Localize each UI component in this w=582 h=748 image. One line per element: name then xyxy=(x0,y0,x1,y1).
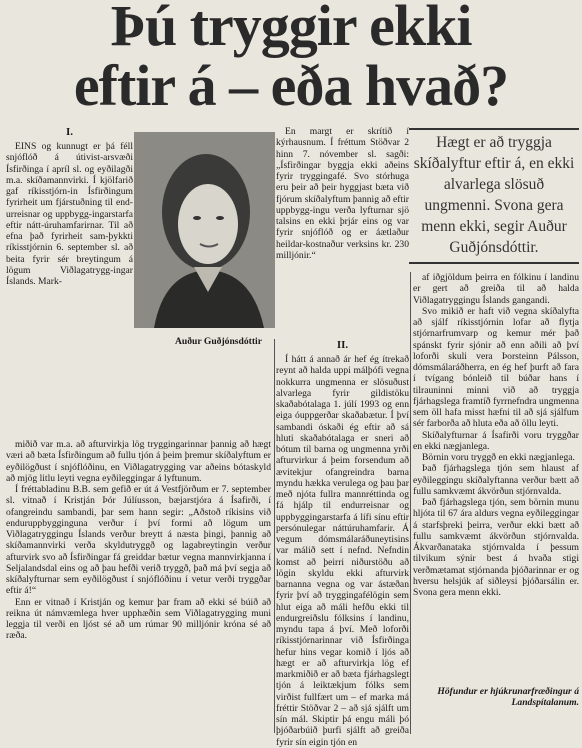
author-byline: Höfundur er hjúkrunarfræðingur á Landspítalanum. xyxy=(437,686,579,709)
article-paragraph: En margt er skrítið í kýrhausnum. Í fréttum Stöðvar 2 hinn 7. nóvember sl. sagði: „Ísfirðingar byggja ekki aðeins fyrir tryggingafé. Svo stórhuga eru þeir að þeir hyggjast bæta við fjórum skíðalyftum þannig að eftir uppbygg-ingu verða lyfturnar sjö talsins en ekki þrjár eins og var fyrir snjóflóð og er áætlaður heildar-kostnaður verksins kr. 230 milljónir.“ xyxy=(276,126,409,261)
article-paragraph: Það fjárhagslega tjón, sem börnin munu hljóta til 67 ára aldurs vegna eyðileggingar á starfsþreki þeirra, verður ekki bætt að fullu samkvæmt ákvörðun stjórnvalda. Ákvarðanataka stjórnvalda í þessum tilvikum sýnir best á hvaða stigi verðmætamat stjórnanda þjóðarinnar er og hversu helsjúk af siðleysi þjóðarsálin er. Svona gera menn ekki. xyxy=(413,497,579,598)
article-paragraph: Börnin voru tryggð en ekki nægjanlega. xyxy=(422,452,575,463)
article-paragraph: Í fréttabladinu B.B. sem gefið er út á Vestfjörðum er 7. september sl. vitnað í Kristján Þór Júlíusson, bæjarstjóra á Ísafirði, í ofangreindu sambandi, þar sem hann segir: „Aðstoð ríkisins við enduruppbygginguna verður í því formi að lögum um Viðlagatryggingu Íslands verður breytt á næsta þingi, þannig að skíðamannvirki verða skyldutryggð og lagabreytingin verður afturvirk svo að Ísfirðingar fá greiddar bætur vegna mannvirkjanna í Seljalandsdal eins og að þau hefði verið tryggð, það má því segja að skíðalyfturnar sem eyðilögðust í snjóflóðinu í vetur verði tryggðar eftir á!“ xyxy=(6,484,271,597)
column-divider xyxy=(410,272,411,734)
section-heading-2: II. xyxy=(336,339,349,351)
article-paragraph: miðið var m.a. að afturvirkja lög tryggingarinnar þannig að hægt væri að bæta Ísfirðingum að fullu tjón á þeim þremur skíðalyftum er eyðilögðust í snjóflóðinu, en Viðlagatrygging var aðeins bótaskyld að mjög litlu leyti vegna eyðileggingar á lyftunum. xyxy=(6,439,271,484)
section-heading-1: I. xyxy=(65,126,74,138)
portrait-image xyxy=(134,132,275,328)
author-photo xyxy=(134,132,275,328)
article-column-3 xyxy=(276,126,409,261)
photo-caption: Auður Guðjónsdóttir xyxy=(175,336,262,347)
pull-quote: Hægt er að tryggja skíðalyftur eftir á, en ekki alvarlega slösuð ungmenni. Svona gera menn ekki, segir Auður Guðjónsdóttir. xyxy=(409,128,579,264)
article-paragraph: Enn er vitnað í Kristján og kemur þar fram að ekki sé búið að reikna út námvæmlega hver upphæðin sem Viðlagatrygging muni leggja til verði en ljóst sé að um rúmar 90 milljónir króna sé að ræða. xyxy=(6,596,271,642)
article-paragraph: Svo mikið er haft við vegna skíðalyfta að sjálf ríkisstjórnin lofar að flytja stjórnarfrumvarp og kemur mér það spánskt fyrir sjónir að enn aðili að því loforði skuli vera Þorsteinn Pálsson, dómsmálaráðherra, en ég hef þurft að fara í tvígang bónleið til búðar hans í tilrauninni minni við að tryggja fjárhagslega framtíð fyrrnefndra ungmenna sem öll hafa misst hæfni til að sjá sjálfum sér farborða að hluta eða að öllu leyti. xyxy=(413,305,579,430)
article-column-3-continued xyxy=(276,339,409,748)
article-paragraph: Í hátt á annað ár hef ég ítrekað reynt að halda uppi málþófi vegna nokkurra ungmenna er slösuðust alvarlega fyrir gildistöku skaðabótalaga 1. júlí 1993 og enn eiga óuppgerðar skaðabætur. Í því sambandi óskaði ég eftir að sá hluti skaðabótalaga er sneri að bótum til barna og ungmenna yrði afturvirkur á þeim forsendum að ævitekjur ofangreindra barna myndu hækka verulega og þau þar með njóta fullra mannréttinda og fá hjálp til endurreisnar og uppbyggingarstarfa á lífi sínu eftir persónulegar náttúruhamfarir. Á vegum dómsmálaráðuneytisins var málið sett í nefnd. Nefndin komst að þeirri niðurstöðu að lögin skyldu ekki afturvirk barnanna vegna og var ástæðan fyrir því að tryggingafélögin sem hlut eiga að máli hefðu ekki til endurgreiðslu fólksins í landinu, myndu tapa á því. Með loforði ríkisstjórnarinnar við Ísfirðinga hefur hins vegar komið í ljós að hægt er að afturvirkja lög ef markmiðið er að bæta fjárhagslegt tjón á leiktækjum fólks sem virðist fullfært um – ef marka má fréttir Stöðvar 2 – að sjá sjálft um sín mál. Skiptir þá engu máli þó þjóðarbúið þurfi sjálft að greiða fyrir sín eigin tjón en xyxy=(276,354,409,748)
article-paragraph: af iðgjöldum þeirra en fólkinu í landinu er gert að greiða til að halda Viðlagatryggingu Íslands gangandi. xyxy=(413,272,579,306)
article-paragraph: Skíðalyfturnar á Ísafirði voru tryggðar en ekki nægjanlega. xyxy=(413,429,579,452)
article-paragraph: Það fjárhagslega tjón sem hlaust af eyðileggingu skíðalyftanna verður bætt að fullu samkvæmt ákvörðun stjórnvalda. xyxy=(413,463,579,497)
article-paragraph: EINS og kunnugt er þá féll snjóflóð á útivist-arsvæði Ísfirðinga í apríl sl. og eyðilagði m.a. skíðamannvirki. Í kjölfarið gaf ríkisstjórn-in Ísfirðingum fyrirheit um fjárstuðning til end-urreisnar og uppbygg-ingarstarfa eftir nátt-úruhamfarirnar. Til að efna það fyrirheit sam-þykkti ríkisstjórnin 6. september sl. að beita fyrir sér breytingum á lögum Viðlagatrygg-ingar Íslands. Mark- xyxy=(6,141,133,287)
article-column-1 xyxy=(6,126,133,287)
headline-line-1: Þú tryggir ekki xyxy=(110,0,472,58)
headline-line-2: eftir á – eða hvað? xyxy=(73,53,509,118)
article-column-1-continued xyxy=(6,439,271,642)
column-divider xyxy=(274,339,275,733)
article-column-4 xyxy=(413,272,579,598)
